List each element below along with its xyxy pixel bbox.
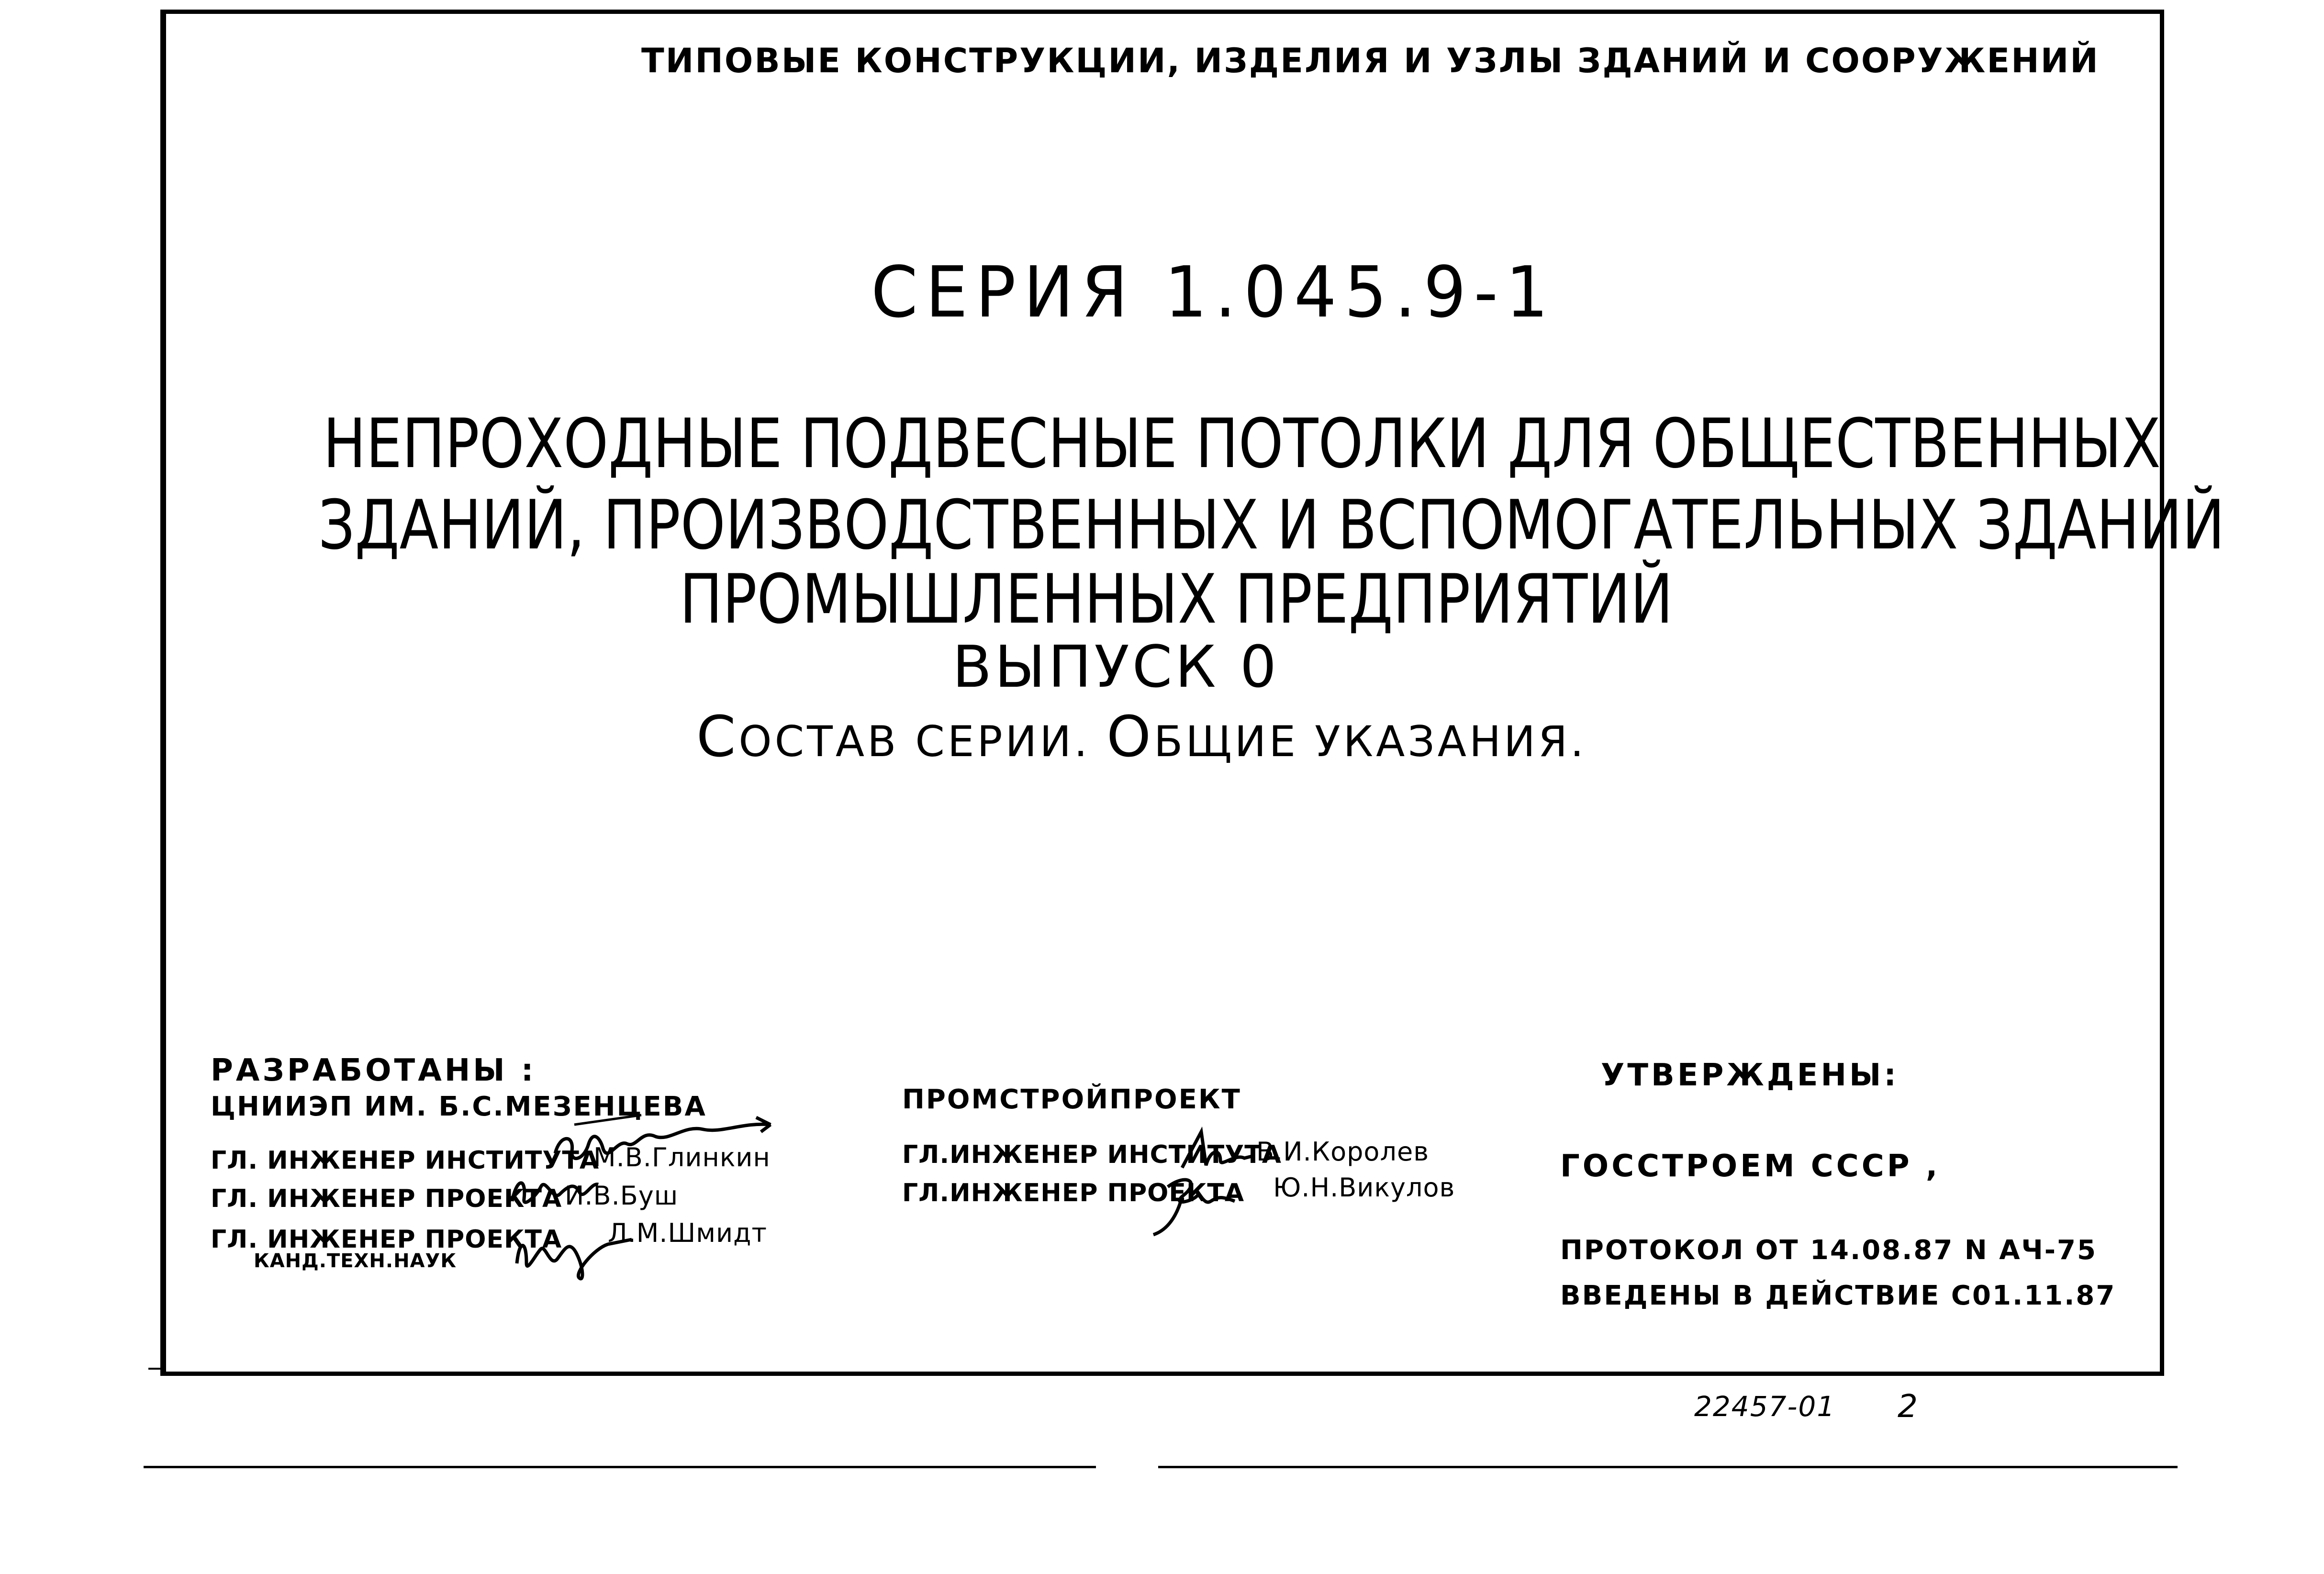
composition-text-1: ОСТАВ СЕРИИ. (738, 717, 1107, 766)
promstroy-name-1: В.И.Королев (1256, 1137, 1430, 1167)
series-label: СЕРИЯ 1.045.9-1 (871, 251, 1556, 334)
signature-glinkin (546, 1096, 785, 1177)
developed-name-3: Л.М.Шмидт (608, 1218, 767, 1248)
signature-vikulov (1139, 1168, 1254, 1244)
footer-rule-right (1158, 1466, 2178, 1468)
header-top-line: ТИПОВЫЕ КОНСТРУКЦИИ, ИЗДЕЛИЯ И УЗЛЫ ЗДАНИЙ И СООРУЖЕНИЙ (641, 41, 2100, 80)
approved-effective: ВВЕДЕНЫ В ДЕЙСТВИЕ С01.11.87 (1560, 1280, 2116, 1311)
approved-heading: УТВЕРЖДЕНЫ: (1601, 1058, 1899, 1093)
developed-org: ЦНИИЭП ИМ. Б.С.МЕЗЕНЦЕВА (211, 1091, 707, 1122)
developed-role-2: ГЛ. ИНЖЕНЕР ПРОЕКТА (211, 1184, 562, 1213)
signature-bush (507, 1168, 603, 1211)
promstroy-role-2: ГЛ.ИНЖЕНЕР ПРОЕКТА (902, 1179, 1245, 1207)
title-line-2: ЗДАНИЙ, ПРОИЗВОДСТВЕННЫХ И ВСПОМОГАТЕЛЬНЫХ ЗДАНИЙ (318, 486, 2225, 565)
composition-initial-1: С (696, 703, 739, 770)
footer-rule-left (144, 1466, 1096, 1468)
signature-shmidt (512, 1220, 637, 1283)
title-line-3: ПРОМЫШЛЕННЫХ ПРЕДПРИЯТИЙ (680, 560, 1673, 639)
promstroy-org: ПРОМСТРОЙПРОЕКТ (902, 1084, 1241, 1115)
sheet-number: 2 (1898, 1388, 1919, 1425)
developed-heading: РАЗРАБОТАНЫ : (211, 1053, 536, 1088)
developed-role-3: ГЛ. ИНЖЕНЕР ПРОЕКТА (211, 1225, 562, 1254)
approved-protocol: ПРОТОКОЛ ОТ 14.08.87 N АЧ-75 (1560, 1235, 2097, 1266)
promstroy-name-2: Ю.Н.Викулов (1273, 1172, 1455, 1203)
developed-name-2: И.В.Буш (565, 1181, 679, 1211)
promstroy-role-1: ГЛ.ИНЖЕНЕР ИНСТИТУТА (902, 1140, 1282, 1169)
developed-name-1: М.В.Глинкин (593, 1142, 771, 1172)
composition-line (696, 703, 1587, 770)
issue-label: ВЫПУСК 0 (952, 634, 1280, 701)
frame-tick (148, 1368, 161, 1370)
title-line-1: НЕПРОХОДНЫЕ ПОДВЕСНЫЕ ПОТОЛКИ ДЛЯ ОБЩЕСТВЕННЫХ (323, 404, 2161, 483)
composition-initial-2: О (1106, 703, 1154, 770)
developed-role-1: ГЛ. ИНЖЕНЕР ИНСТИТУТА (211, 1146, 600, 1175)
composition-text-2: БЩИЕ УКАЗАНИЯ. (1154, 717, 1587, 766)
developed-role-3-sub: КАНД.ТЕХН.НАУК (254, 1250, 457, 1272)
approved-by: ГОССТРОЕМ СССР , (1560, 1149, 1941, 1184)
document-number: 22457-01 (1694, 1390, 1836, 1423)
